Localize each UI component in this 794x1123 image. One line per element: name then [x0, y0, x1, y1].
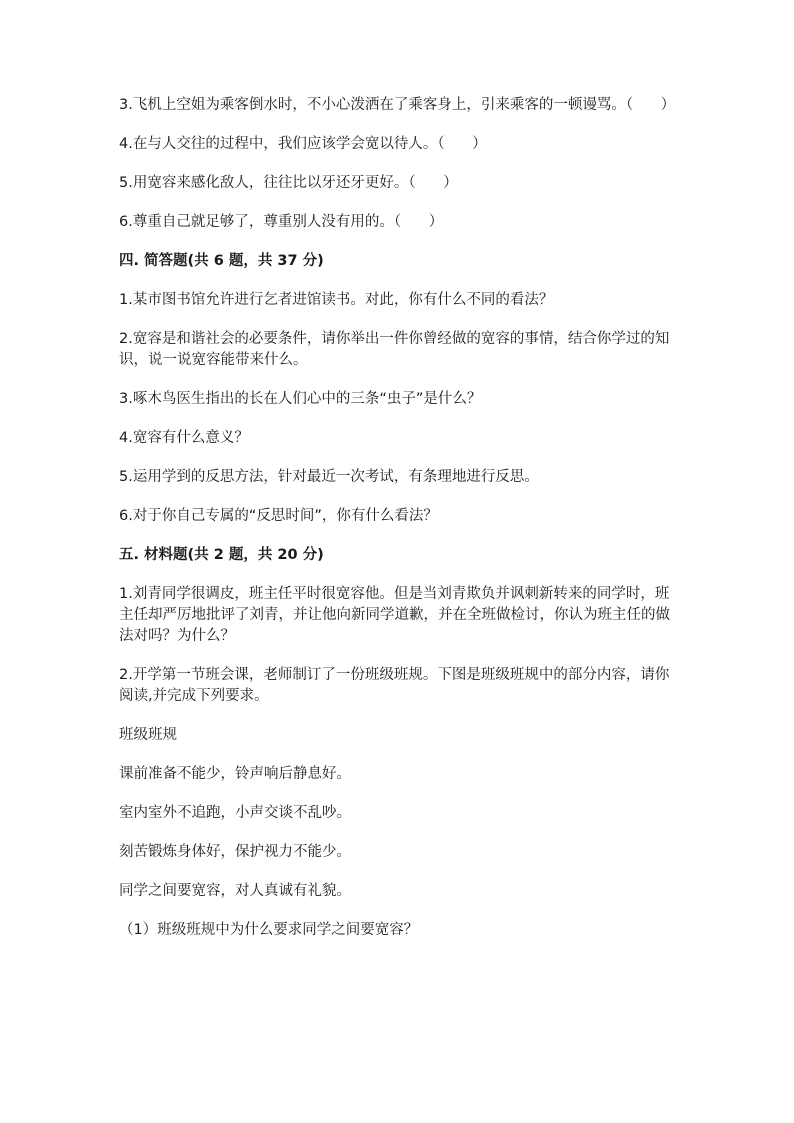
- short-answer-item-3: 3.啄木鸟医生指出的长在人们心中的三条“虫子”是什么？: [119, 391, 482, 407]
- rules-title: 班级班规: [119, 727, 177, 743]
- rule-line-1: 课前准备不能少，铃声响后静息好。: [119, 766, 351, 782]
- exam-page: [119, 95, 679, 959]
- rule-line-2: 室内室外不追跑，小声交谈不乱吵。: [119, 805, 351, 821]
- short-answer-item-6: 6.对于你自己专属的“反思时间”，你有什么看法？: [119, 508, 438, 524]
- material-question-1: （1）班级班规中为什么要求同学之间要宽容？: [119, 922, 419, 938]
- short-answer-item-4: 4.宽容有什么意义？: [119, 430, 249, 446]
- section-heading-short-answer: 四. 简答题(共 6 题，共 37 分): [119, 253, 324, 269]
- judge-item-4: 4.在与人交往的过程中，我们应该学会宽以待人。（ ）: [119, 136, 487, 152]
- judge-item-3: 3.飞机上空姐为乘客倒水时，不小心泼洒在了乘客身上，引来乘客的一顿谩骂。（ ）: [119, 97, 676, 113]
- rule-line-3: 刻苦锻炼身体好，保护视力不能少。: [119, 844, 351, 860]
- judge-item-6: 6.尊重自己就足够了，尊重别人没有用的。（ ）: [119, 214, 444, 230]
- section-heading-material: 五. 材料题(共 2 题，共 20 分): [119, 547, 324, 563]
- judge-item-5: 5.用宽容来感化敌人，往往比以牙还牙更好。（ ）: [119, 175, 458, 191]
- short-answer-item-1: 1.某市图书馆允许进行乞者进馆读书。对此，你有什么不同的看法？: [119, 292, 554, 308]
- rule-line-4: 同学之间要宽容，对人真诚有礼貌。: [119, 883, 351, 899]
- material-item-1: 1.刘青同学很调皮，班主任平时很宽容他。但是当刘青欺负并讽刺新转来的同学时，班主任却严厉地批评了刘青，并让他向新同学道歉，并在全班做检讨，你认为班主任的做法对吗？为什么？: [119, 586, 670, 644]
- material-item-2: 2.开学第一节班会课，老师制订了一份班级班规。下图是班级班规中的部分内容，请你阅读,并完成下列要求。: [119, 667, 670, 704]
- short-answer-item-2: 2.宽容是和谐社会的必要条件，请你举出一件你曾经做的宽容的事情，结合你学过的知识，说一说宽容能带来什么。: [119, 331, 670, 368]
- short-answer-item-5: 5.运用学到的反思方法，针对最近一次考试，有条理地进行反思。: [119, 469, 539, 485]
